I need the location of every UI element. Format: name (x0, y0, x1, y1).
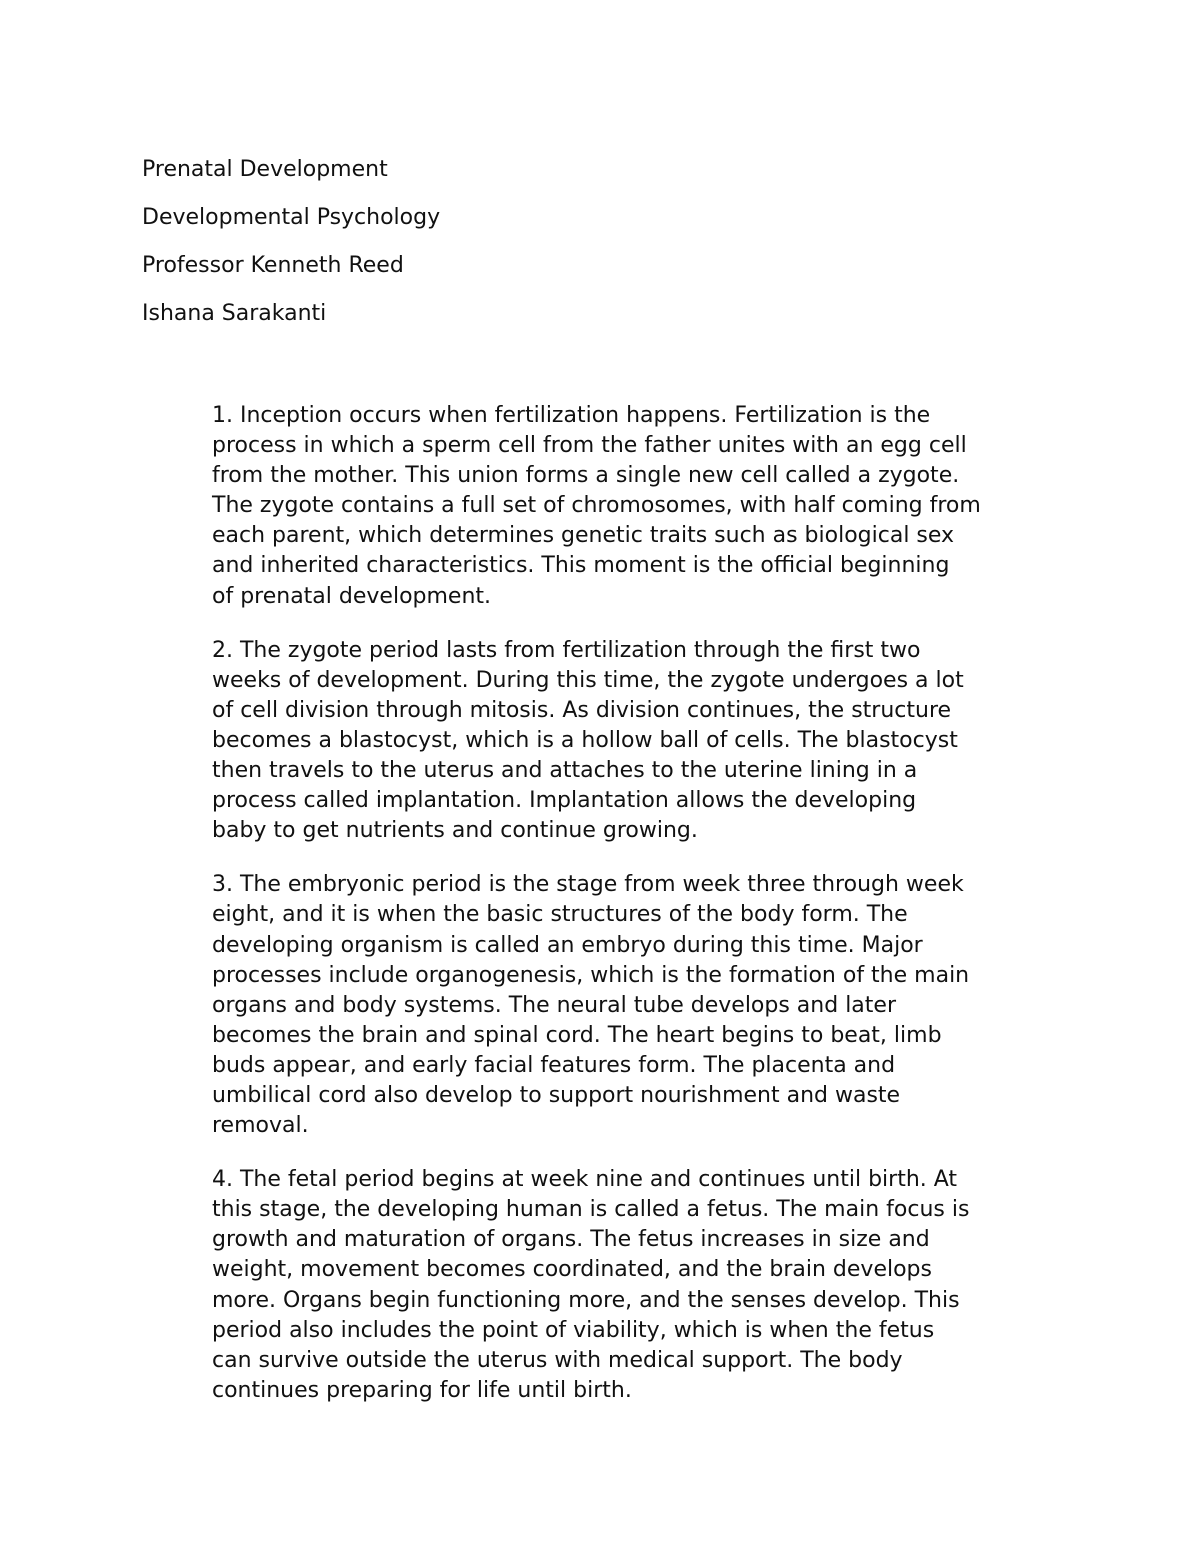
text-line: 3. The embryonic period is the stage from week three through week (212, 872, 964, 898)
text-line: of prenatal development. (212, 583, 492, 609)
text-line: each parent, which determines genetic traits such as biological sex (212, 523, 955, 549)
text-line: can survive outside the uterus with medical support. The body (212, 1347, 903, 1373)
text-line: umbilical cord also develop to support nourishment and waste (212, 1082, 901, 1108)
text-line: 4. The fetal period begins at week nine and continues until birth. At (212, 1167, 958, 1193)
text-line: then travels to the uterus and attaches to the uterine lining in a (212, 758, 918, 784)
professor-name: Professor Kenneth Reed (142, 253, 404, 278)
document-title: Prenatal Development (142, 157, 388, 182)
text-line: this stage, the developing human is called a fetus. The main focus is (212, 1197, 970, 1223)
text-line: continues preparing for life until birth. (212, 1377, 632, 1403)
text-line: growth and maturation of organs. The fetus increases in size and (212, 1227, 930, 1253)
text-line: buds appear, and early facial features form. The placenta and (212, 1052, 896, 1078)
document-header (142, 155, 842, 347)
text-line: 1. Inception occurs when fertilization happens. Fertilization is the (212, 403, 931, 428)
text-line: organs and body systems. The neural tube develops and later (212, 992, 896, 1018)
paragraph-zygote-period (212, 636, 1072, 847)
text-line: of cell division through mitosis. As division continues, the structure (212, 697, 952, 723)
text-line: process in which a sperm cell from the father unites with an egg cell (212, 433, 967, 459)
author-name: Ishana Sarakanti (142, 301, 327, 326)
paragraph-inception (212, 401, 1072, 612)
text-line: eight, and it is when the basic structures of the body form. The (212, 902, 908, 928)
text-line: more. Organs begin functioning more, and the senses develop. This (212, 1287, 960, 1313)
text-line: becomes the brain and spinal cord. The heart begins to beat, limb (212, 1022, 942, 1048)
document-body (212, 401, 1072, 1430)
course-name: Developmental Psychology (142, 205, 441, 230)
text-line: developing organism is called an embryo during this time. Major (212, 932, 923, 958)
text-line: 2. The zygote period lasts from fertilization through the first two (212, 637, 921, 663)
text-line: removal. (212, 1113, 309, 1139)
text-line: The zygote contains a full set of chromosomes, with half coming from (212, 493, 981, 519)
text-line: processes include organogenesis, which is the formation of the main (212, 962, 970, 988)
text-line: weeks of development. During this time, the zygote undergoes a lot (212, 667, 964, 693)
paragraph-fetal-period (212, 1165, 1072, 1406)
text-line: from the mother. This union forms a single new cell called a zygote. (212, 463, 960, 489)
text-line: baby to get nutrients and continue growing. (212, 818, 698, 844)
text-line: process called implantation. Implantation allows the developing (212, 788, 917, 814)
text-line: becomes a blastocyst, which is a hollow ball of cells. The blastocyst (212, 727, 958, 753)
text-line: period also includes the point of viability, which is when the fetus (212, 1317, 935, 1343)
text-line: and inherited characteristics. This moment is the official beginning (212, 553, 950, 579)
paragraph-embryonic-period (212, 870, 1072, 1141)
text-line: weight, movement becomes coordinated, and the brain develops (212, 1257, 932, 1283)
